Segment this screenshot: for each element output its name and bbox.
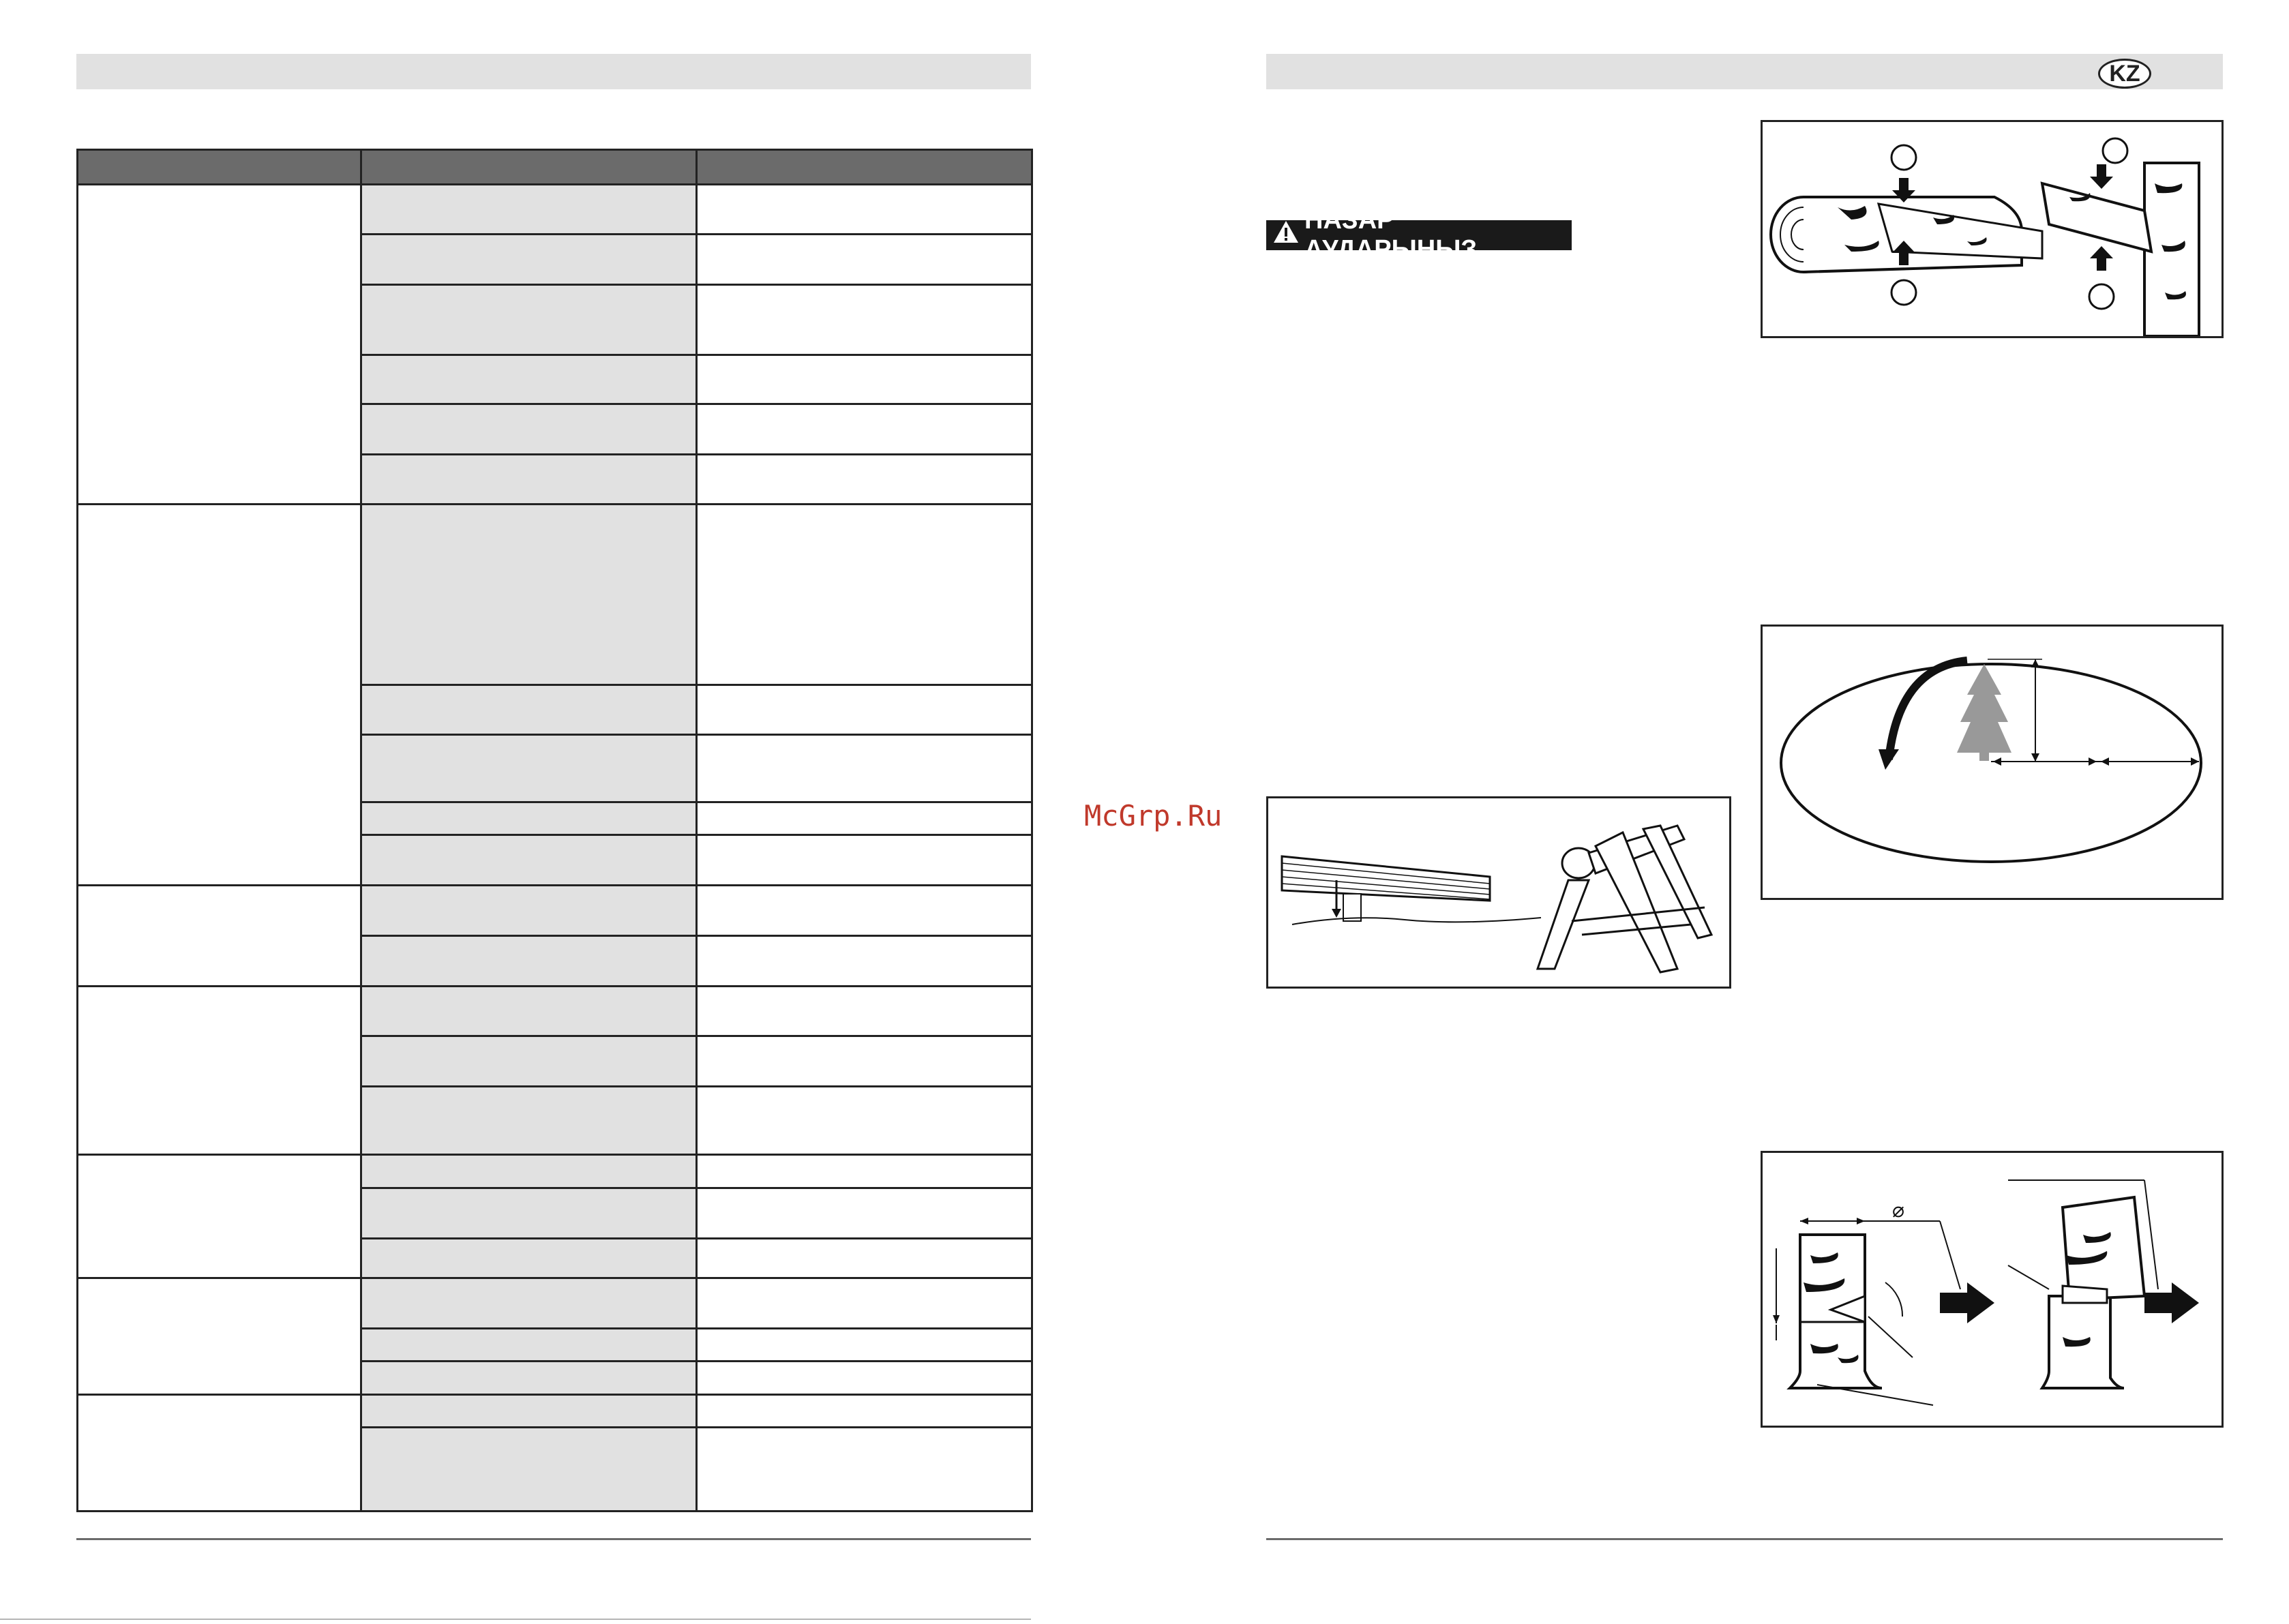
cause-cell <box>361 1036 697 1087</box>
cause-cell <box>361 734 697 802</box>
troubleshooting-table <box>76 149 1033 1512</box>
remedy-cell <box>697 886 1032 936</box>
remedy-cell <box>697 935 1032 986</box>
table-row <box>78 1155 1032 1188</box>
table-header-row <box>78 150 1032 185</box>
problem-cell <box>78 986 361 1155</box>
remedy-cell <box>697 404 1032 455</box>
cause-cell <box>361 185 697 235</box>
left-page-header-bar <box>76 54 1031 89</box>
cause-cell <box>361 1155 697 1188</box>
remedy-cell <box>697 1087 1032 1155</box>
column-header-remedy <box>697 150 1032 185</box>
right-page-footer-line <box>1266 1538 2223 1540</box>
remedy-cell <box>697 1362 1032 1395</box>
remedy-cell <box>697 234 1032 284</box>
felling-zone-illustration <box>1763 627 2221 898</box>
cause-cell <box>361 505 697 685</box>
warning-label-text: НАЗАР АУДАРЫҢЫЗ <box>1304 206 1478 264</box>
problem-cell <box>78 1155 361 1278</box>
problem-cell <box>78 185 361 505</box>
figure-felling-cut <box>1761 1151 2224 1428</box>
cause-cell <box>361 986 697 1036</box>
remedy-cell <box>697 1278 1032 1329</box>
cause-cell <box>361 234 697 284</box>
remedy-cell <box>697 1036 1032 1087</box>
cause-cell <box>361 284 697 355</box>
warning-triangle-icon <box>1273 220 1299 251</box>
remedy-cell <box>697 802 1032 835</box>
cause-cell <box>361 685 697 734</box>
remedy-cell <box>697 505 1032 685</box>
right-page-header-bar <box>1266 54 2223 89</box>
remedy-cell <box>697 1188 1032 1238</box>
remedy-cell <box>697 185 1032 235</box>
cause-cell <box>361 1188 697 1238</box>
table-row <box>78 986 1032 1036</box>
table-row <box>78 1278 1032 1329</box>
figure-felling-zone <box>1761 625 2224 900</box>
remedy-cell <box>697 455 1032 505</box>
table-row <box>78 185 1032 235</box>
bottom-edge-line <box>0 1619 1031 1620</box>
cause-cell <box>361 1428 697 1512</box>
cause-cell <box>361 355 697 404</box>
cause-cell <box>361 1087 697 1155</box>
table-row <box>78 505 1032 685</box>
remedy-cell <box>697 835 1032 886</box>
cause-cell <box>361 802 697 835</box>
remedy-cell <box>697 1428 1032 1512</box>
problem-cell <box>78 1394 361 1511</box>
sawhorse-illustration <box>1268 798 1729 987</box>
remedy-cell <box>697 1394 1032 1428</box>
cause-cell <box>361 404 697 455</box>
cause-cell <box>361 1238 697 1278</box>
remedy-cell <box>697 355 1032 404</box>
problem-cell <box>78 505 361 886</box>
cause-cell <box>361 886 697 936</box>
figure-sawhorse <box>1266 796 1731 989</box>
problem-cell <box>78 886 361 987</box>
remedy-cell <box>697 1328 1032 1362</box>
table-row <box>78 886 1032 936</box>
warning-label <box>1266 206 1572 264</box>
remedy-cell <box>697 685 1032 734</box>
left-page-footer-line <box>76 1538 1031 1540</box>
problem-cell <box>78 1278 361 1395</box>
felling-cut-illustration <box>1763 1153 2221 1426</box>
language-badge: KZ <box>2098 59 2151 89</box>
table-row <box>78 1394 1032 1428</box>
watermark-text: McGrp.Ru <box>1084 799 1223 832</box>
remedy-cell <box>697 734 1032 802</box>
cause-cell <box>361 1362 697 1395</box>
remedy-cell <box>697 1238 1032 1278</box>
remedy-cell <box>697 284 1032 355</box>
cause-cell <box>361 1278 697 1329</box>
remedy-cell <box>697 986 1032 1036</box>
log-cutting-illustration <box>1763 122 2221 336</box>
remedy-cell <box>697 1155 1032 1188</box>
figure-log-cutting <box>1761 120 2224 338</box>
diameter-symbol: ⌀ <box>1892 1199 1905 1222</box>
cause-cell <box>361 935 697 986</box>
cause-cell <box>361 1394 697 1428</box>
column-header-problem <box>78 150 361 185</box>
cause-cell <box>361 835 697 886</box>
cause-cell <box>361 1328 697 1362</box>
column-header-cause <box>361 150 697 185</box>
cause-cell <box>361 455 697 505</box>
